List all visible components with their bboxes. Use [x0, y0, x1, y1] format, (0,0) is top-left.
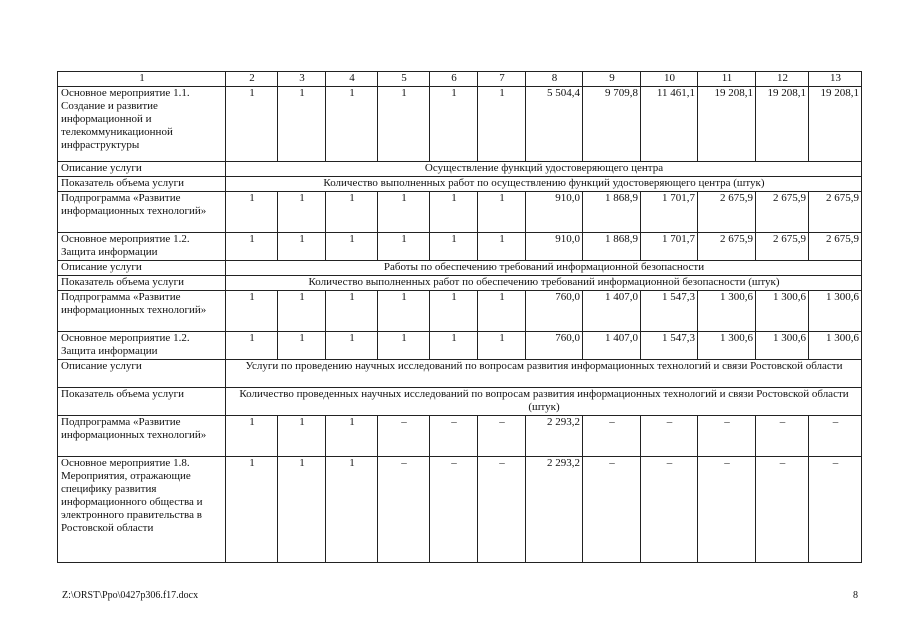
row-label: Описание услуги: [58, 162, 226, 177]
table-cell: 1: [278, 332, 326, 360]
table-cell: –: [756, 416, 809, 457]
table-cell: 760,0: [526, 332, 583, 360]
column-header: 2: [226, 72, 278, 87]
column-header: 7: [478, 72, 526, 87]
table-cell: –: [430, 457, 478, 563]
column-header: 4: [326, 72, 378, 87]
table-cell: –: [478, 457, 526, 563]
table-cell: 1: [326, 416, 378, 457]
table-cell: 2 293,2: [526, 457, 583, 563]
table-cell: –: [698, 457, 756, 563]
table-cell: 1 701,7: [641, 233, 698, 261]
table-cell: 1: [478, 291, 526, 332]
table-cell: 1: [278, 291, 326, 332]
table-cell: 1: [326, 457, 378, 563]
table-cell: –: [478, 416, 526, 457]
table-cell: 1: [326, 233, 378, 261]
table-row: [58, 261, 862, 276]
column-header: 10: [641, 72, 698, 87]
table-cell: 1: [226, 233, 278, 261]
table-row: [58, 162, 862, 177]
table-cell: 1: [378, 192, 430, 233]
table-cell: 1: [326, 192, 378, 233]
table-cell: 1: [226, 192, 278, 233]
row-label: Подпрограмма «Развитие информационных технологий»: [58, 291, 226, 332]
table-row: [58, 276, 862, 291]
table-cell: 1 407,0: [583, 332, 641, 360]
row-label: Подпрограмма «Развитие информационных технологий»: [58, 416, 226, 457]
table-cell: 1 300,6: [698, 291, 756, 332]
column-header: 9: [583, 72, 641, 87]
table-cell: –: [698, 416, 756, 457]
table-cell: 1: [430, 87, 478, 162]
table-row: [58, 192, 862, 233]
data-table: [57, 71, 862, 563]
table-cell: 1 407,0: [583, 291, 641, 332]
table-cell: 910,0: [526, 233, 583, 261]
table-cell: 19 208,1: [756, 87, 809, 162]
table-cell: 1 300,6: [756, 332, 809, 360]
column-header: 3: [278, 72, 326, 87]
table-cell: 1: [226, 416, 278, 457]
table-cell: 1 868,9: [583, 192, 641, 233]
row-span-text: Осуществление функций удостоверяющего центра: [226, 162, 862, 177]
table-cell: –: [641, 416, 698, 457]
table-cell: 1 300,6: [698, 332, 756, 360]
table-cell: 1: [326, 87, 378, 162]
table-row: [58, 87, 862, 162]
row-label: Основное мероприятие 1.2. Защита информации: [58, 233, 226, 261]
row-span-text: Количество выполненных работ по обеспечению требований информационной безопасности (штук): [226, 276, 862, 291]
table-cell: 1: [226, 457, 278, 563]
table-cell: –: [583, 457, 641, 563]
table-cell: 1: [430, 291, 478, 332]
table-cell: 11 461,1: [641, 87, 698, 162]
table-row: [58, 291, 862, 332]
table-cell: 1: [226, 332, 278, 360]
column-header: 12: [756, 72, 809, 87]
table-cell: 1: [478, 87, 526, 162]
table-cell: –: [809, 457, 862, 563]
table-row: [58, 233, 862, 261]
table-cell: 1 300,6: [809, 291, 862, 332]
table-cell: 2 675,9: [809, 233, 862, 261]
row-label: Подпрограмма «Развитие информационных технологий»: [58, 192, 226, 233]
column-header: 1: [58, 72, 226, 87]
table-cell: 1: [326, 291, 378, 332]
table-cell: 1: [478, 332, 526, 360]
table-cell: 1: [430, 192, 478, 233]
table-cell: 1: [378, 87, 430, 162]
column-header: 8: [526, 72, 583, 87]
table-cell: 1: [378, 291, 430, 332]
column-header: 6: [430, 72, 478, 87]
table-cell: 1 300,6: [809, 332, 862, 360]
table-cell: 2 675,9: [809, 192, 862, 233]
table-cell: 1: [326, 332, 378, 360]
row-label: Основное мероприятие 1.2. Защита информации: [58, 332, 226, 360]
table-cell: –: [809, 416, 862, 457]
table-row: [58, 332, 862, 360]
table-cell: –: [756, 457, 809, 563]
row-label: Основное мероприятие 1.1. Создание и развитие информационной и телекоммуникационной инфраструктуры: [58, 87, 226, 162]
row-span-text: Услуги по проведению научных исследований по вопросам развития информационных технологий и связи Ростовской области: [226, 360, 862, 388]
table-row: [58, 360, 862, 388]
table-cell: 1 547,3: [641, 291, 698, 332]
table-cell: 2 675,9: [698, 233, 756, 261]
table-cell: 1 547,3: [641, 332, 698, 360]
table-row: [58, 457, 862, 563]
table-cell: 2 293,2: [526, 416, 583, 457]
table-cell: 910,0: [526, 192, 583, 233]
table-cell: 1: [430, 233, 478, 261]
table-cell: 2 675,9: [698, 192, 756, 233]
table-header-row: [58, 72, 862, 87]
column-header: 13: [809, 72, 862, 87]
table-cell: 9 709,8: [583, 87, 641, 162]
table-cell: –: [641, 457, 698, 563]
row-span-text: Количество проведенных научных исследований по вопросам развития информационных технологий и связи Ростовской области (штук): [226, 388, 862, 416]
table-cell: –: [378, 416, 430, 457]
table-cell: 1: [278, 416, 326, 457]
footer-file-path: Z:\ORST\Ppo\0427p306.f17.docx: [62, 590, 199, 601]
row-label: Показатель объема услуги: [58, 177, 226, 192]
table-row: [58, 388, 862, 416]
table-row: [58, 416, 862, 457]
table-cell: 1: [226, 291, 278, 332]
table-cell: 1 868,9: [583, 233, 641, 261]
table-row: [58, 177, 862, 192]
table-cell: 19 208,1: [698, 87, 756, 162]
table-cell: 1: [430, 332, 478, 360]
table-cell: 19 208,1: [809, 87, 862, 162]
row-label: Показатель объема услуги: [58, 388, 226, 416]
row-label: Описание услуги: [58, 360, 226, 388]
row-label: Описание услуги: [58, 261, 226, 276]
table-cell: 2 675,9: [756, 233, 809, 261]
table-cell: 1: [226, 87, 278, 162]
row-label: Показатель объема услуги: [58, 276, 226, 291]
table-cell: 5 504,4: [526, 87, 583, 162]
row-span-text: Количество выполненных работ по осуществлению функций удостоверяющего центра (штук): [226, 177, 862, 192]
table-cell: 1: [278, 233, 326, 261]
table-cell: 1: [378, 332, 430, 360]
table-cell: 1: [278, 192, 326, 233]
table-cell: 1 701,7: [641, 192, 698, 233]
table-cell: –: [378, 457, 430, 563]
table-cell: 1: [278, 87, 326, 162]
table-cell: 1: [478, 192, 526, 233]
table-cell: –: [583, 416, 641, 457]
table-cell: 1 300,6: [756, 291, 809, 332]
table-cell: 1: [378, 233, 430, 261]
table-cell: 1: [278, 457, 326, 563]
row-span-text: Работы по обеспечению требований информационной безопасности: [226, 261, 862, 276]
footer-page-number: 8: [853, 590, 858, 601]
table-cell: 1: [478, 233, 526, 261]
column-header: 11: [698, 72, 756, 87]
table-cell: 760,0: [526, 291, 583, 332]
row-label: Основное мероприятие 1.8. Мероприятия, отражающие специфику развития информационного общества и электронного правительства в Ростовской области: [58, 457, 226, 563]
table-cell: –: [430, 416, 478, 457]
table-cell: 2 675,9: [756, 192, 809, 233]
column-header: 5: [378, 72, 430, 87]
